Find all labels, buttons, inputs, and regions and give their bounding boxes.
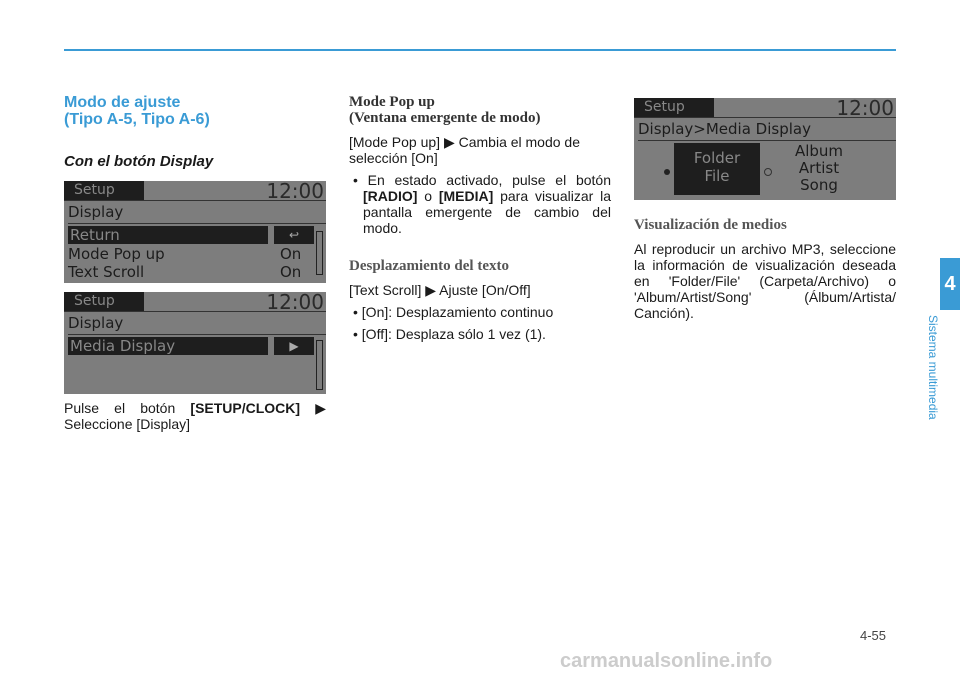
- text: File: [704, 167, 730, 185]
- option-folder-file: [674, 143, 760, 195]
- screen-clock: 12:00: [266, 181, 324, 203]
- heading: Mode Pop up: [349, 94, 435, 110]
- text: Song: [800, 176, 838, 194]
- menu-row-mode-popup: Mode Pop up: [68, 245, 165, 263]
- text: Album: [794, 142, 844, 160]
- page-number: 4-55: [860, 628, 887, 643]
- section-heading: [64, 94, 210, 128]
- paragraph: Al reproducir un archivo MP3, seleccione la información de visualización deseada en 'Folder/File' (Carpeta/Archivo) o 'Album/Artist/Song' (Álbum/Artista/ Canción).: [634, 241, 896, 321]
- text: Folder: [693, 149, 741, 167]
- scrollbar: [316, 231, 323, 275]
- column-2: [349, 94, 611, 348]
- screen-title: Display: [68, 201, 326, 224]
- text: Pulse el botón: [64, 400, 191, 416]
- screen-media-display-menu: [64, 292, 326, 394]
- screen-title: Display>Media Display: [638, 118, 896, 141]
- paragraph: [Mode Pop up] ▶ Cambia el modo de selección [On]: [349, 134, 581, 166]
- watermark: carmanualsonline.info: [560, 650, 773, 672]
- top-rule: [64, 49, 896, 51]
- menu-value: On: [280, 263, 302, 281]
- text: Artist: [798, 159, 840, 177]
- bullet: • [On]: Desplazamiento continuo: [353, 304, 554, 320]
- menu-row-media-display: Media Display: [68, 337, 268, 355]
- bullet: • [Off]: Desplaza sólo 1 vez (1).: [353, 326, 546, 342]
- subheading: Con el botón Display: [64, 153, 214, 170]
- radio-selected-icon: [664, 169, 670, 175]
- chapter-title: Sistema multimedia: [926, 315, 940, 420]
- screen-tag: Setup: [64, 181, 144, 200]
- column-1-text: [64, 400, 326, 432]
- text: • En estado activado, pulse el botón: [353, 172, 611, 188]
- heading: Visualización de medios: [634, 217, 787, 233]
- screen-title: Display: [68, 312, 326, 335]
- column-3: [634, 217, 896, 327]
- screen-clock: 12:00: [836, 98, 894, 120]
- bullet: [349, 172, 611, 236]
- text: o: [417, 188, 439, 204]
- screen-tag: Setup: [634, 98, 714, 117]
- menu-row-return: Return: [68, 226, 268, 244]
- paragraph: [Text Scroll] ▶ Ajuste [On/Off]: [349, 282, 531, 298]
- screen-clock: 12:00: [266, 292, 324, 314]
- menu-row-text-scroll: Text Scroll: [68, 263, 145, 281]
- heading: (Ventana emergente de modo): [349, 110, 541, 126]
- button-ref: [MEDIA]: [438, 188, 494, 204]
- return-icon: ↩: [274, 226, 314, 244]
- heading: Desplazamiento del texto: [349, 258, 509, 274]
- button-ref: [RADIO]: [363, 188, 418, 204]
- option-album-artist-song: [784, 143, 854, 194]
- menu-value: On: [280, 245, 302, 263]
- scrollbar: [316, 340, 323, 390]
- screen-tag: Setup: [64, 292, 144, 311]
- button-ref: [SETUP/CLOCK]: [190, 400, 301, 416]
- text: ▶ Seleccione [Display]: [64, 400, 326, 432]
- arrow-right-icon: ▶: [274, 337, 314, 355]
- radio-unselected-icon: [764, 168, 772, 176]
- heading-line1: Modo de ajuste: [64, 94, 181, 111]
- screen-display-menu: [64, 181, 326, 283]
- text: para visualizar la pantalla emergente de cambio del modo.: [363, 188, 611, 236]
- heading-line2: (Tipo A-5, Tipo A-6): [64, 111, 210, 128]
- screen-media-display-options: [634, 98, 896, 200]
- chapter-tab: 4: [940, 258, 960, 310]
